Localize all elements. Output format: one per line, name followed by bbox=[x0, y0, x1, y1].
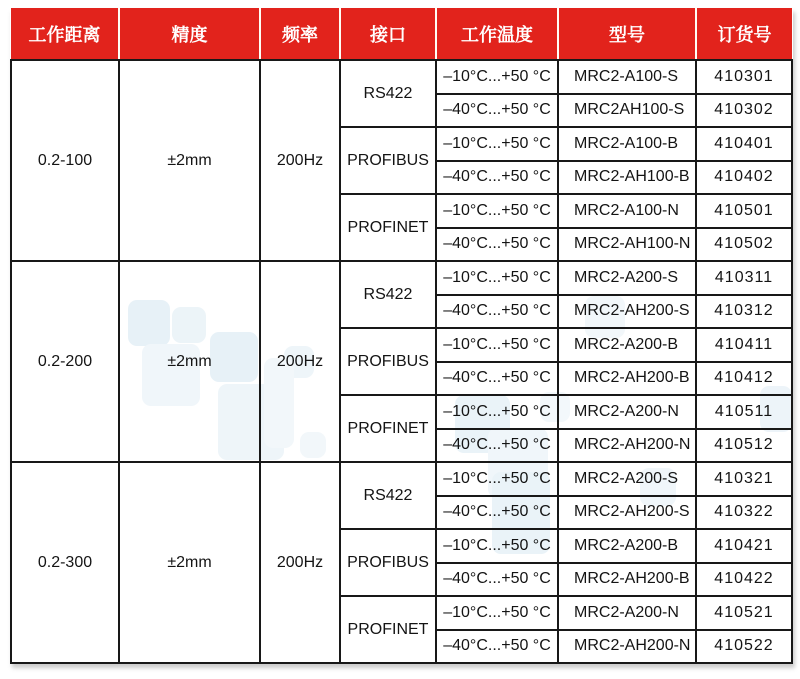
temperature-cell: –10°C...+50 °C bbox=[436, 60, 558, 94]
order-number-cell: 410512 bbox=[696, 429, 792, 463]
table-row bbox=[11, 261, 792, 295]
order-number-cell: 410501 bbox=[696, 194, 792, 228]
order-number-cell: 410422 bbox=[696, 563, 792, 597]
interface-cell: PROFIBUS bbox=[340, 127, 436, 194]
model-cell: MRC2-A200-B bbox=[558, 328, 696, 362]
frequency-cell: 200Hz bbox=[260, 60, 340, 261]
temperature-cell: –40°C...+50 °C bbox=[436, 563, 558, 597]
frequency-cell: 200Hz bbox=[260, 261, 340, 462]
model-cell: MRC2-AH200-N bbox=[558, 429, 696, 463]
temperature-cell: –40°C...+50 °C bbox=[436, 94, 558, 128]
precision-cell: ±2mm bbox=[119, 261, 260, 462]
model-cell: MRC2-A100-N bbox=[558, 194, 696, 228]
interface-cell: PROFINET bbox=[340, 194, 436, 261]
header-precision: 精度 bbox=[119, 8, 260, 60]
temperature-cell: –10°C...+50 °C bbox=[436, 328, 558, 362]
order-number-cell: 410412 bbox=[696, 362, 792, 396]
model-cell: MRC2-A200-S bbox=[558, 462, 696, 496]
temperature-cell: –10°C...+50 °C bbox=[436, 529, 558, 563]
model-cell: MRC2-A200-S bbox=[558, 261, 696, 295]
header-order-number: 订货号 bbox=[696, 8, 792, 60]
temperature-cell: –40°C...+50 °C bbox=[436, 362, 558, 396]
model-cell: MRC2-AH200-N bbox=[558, 630, 696, 664]
model-cell: MRC2-A200-N bbox=[558, 596, 696, 630]
temperature-cell: –40°C...+50 °C bbox=[436, 429, 558, 463]
header-model: 型号 bbox=[558, 8, 696, 60]
model-cell: MRC2AH100-S bbox=[558, 94, 696, 128]
temperature-cell: –40°C...+50 °C bbox=[436, 161, 558, 195]
model-cell: MRC2-A200-B bbox=[558, 529, 696, 563]
order-number-cell: 410402 bbox=[696, 161, 792, 195]
spec-table bbox=[10, 8, 793, 664]
temperature-cell: –10°C...+50 °C bbox=[436, 596, 558, 630]
model-cell: MRC2-AH200-S bbox=[558, 295, 696, 329]
order-number-cell: 410302 bbox=[696, 94, 792, 128]
precision-cell: ±2mm bbox=[119, 60, 260, 261]
model-cell: MRC2-A100-B bbox=[558, 127, 696, 161]
model-cell: MRC2-AH200-B bbox=[558, 563, 696, 597]
temperature-cell: –40°C...+50 °C bbox=[436, 496, 558, 530]
order-number-cell: 410522 bbox=[696, 630, 792, 664]
interface-cell: RS422 bbox=[340, 60, 436, 127]
interface-cell: RS422 bbox=[340, 462, 436, 529]
order-number-cell: 410502 bbox=[696, 228, 792, 262]
header-row bbox=[11, 8, 792, 60]
header-working-distance: 工作距离 bbox=[11, 8, 119, 60]
frequency-cell: 200Hz bbox=[260, 462, 340, 663]
order-number-cell: 410322 bbox=[696, 496, 792, 530]
order-number-cell: 410521 bbox=[696, 596, 792, 630]
temperature-cell: –40°C...+50 °C bbox=[436, 630, 558, 664]
header-interface: 接口 bbox=[340, 8, 436, 60]
model-cell: MRC2-AH200-S bbox=[558, 496, 696, 530]
interface-cell: PROFINET bbox=[340, 395, 436, 462]
model-cell: MRC2-A200-N bbox=[558, 395, 696, 429]
order-number-cell: 410401 bbox=[696, 127, 792, 161]
interface-cell: RS422 bbox=[340, 261, 436, 328]
precision-cell: ±2mm bbox=[119, 462, 260, 663]
temperature-cell: –10°C...+50 °C bbox=[436, 462, 558, 496]
model-cell: MRC2-A100-S bbox=[558, 60, 696, 94]
order-number-cell: 410411 bbox=[696, 328, 792, 362]
model-cell: MRC2-AH100-N bbox=[558, 228, 696, 262]
order-number-cell: 410311 bbox=[696, 261, 792, 295]
working-distance-cell: 0.2-300 bbox=[11, 462, 119, 663]
interface-cell: PROFIBUS bbox=[340, 529, 436, 596]
table-row bbox=[11, 462, 792, 496]
order-number-cell: 410321 bbox=[696, 462, 792, 496]
temperature-cell: –10°C...+50 °C bbox=[436, 127, 558, 161]
header-frequency: 频率 bbox=[260, 8, 340, 60]
temperature-cell: –40°C...+50 °C bbox=[436, 228, 558, 262]
model-cell: MRC2-AH100-B bbox=[558, 161, 696, 195]
temperature-cell: –10°C...+50 °C bbox=[436, 395, 558, 429]
order-number-cell: 410421 bbox=[696, 529, 792, 563]
temperature-cell: –40°C...+50 °C bbox=[436, 295, 558, 329]
model-cell: MRC2-AH200-B bbox=[558, 362, 696, 396]
working-distance-cell: 0.2-100 bbox=[11, 60, 119, 261]
order-number-cell: 410301 bbox=[696, 60, 792, 94]
interface-cell: PROFIBUS bbox=[340, 328, 436, 395]
table-row bbox=[11, 60, 792, 94]
temperature-cell: –10°C...+50 °C bbox=[436, 194, 558, 228]
header-working-temperature: 工作温度 bbox=[436, 8, 558, 60]
order-number-cell: 410511 bbox=[696, 395, 792, 429]
order-number-cell: 410312 bbox=[696, 295, 792, 329]
interface-cell: PROFINET bbox=[340, 596, 436, 663]
working-distance-cell: 0.2-200 bbox=[11, 261, 119, 462]
temperature-cell: –10°C...+50 °C bbox=[436, 261, 558, 295]
